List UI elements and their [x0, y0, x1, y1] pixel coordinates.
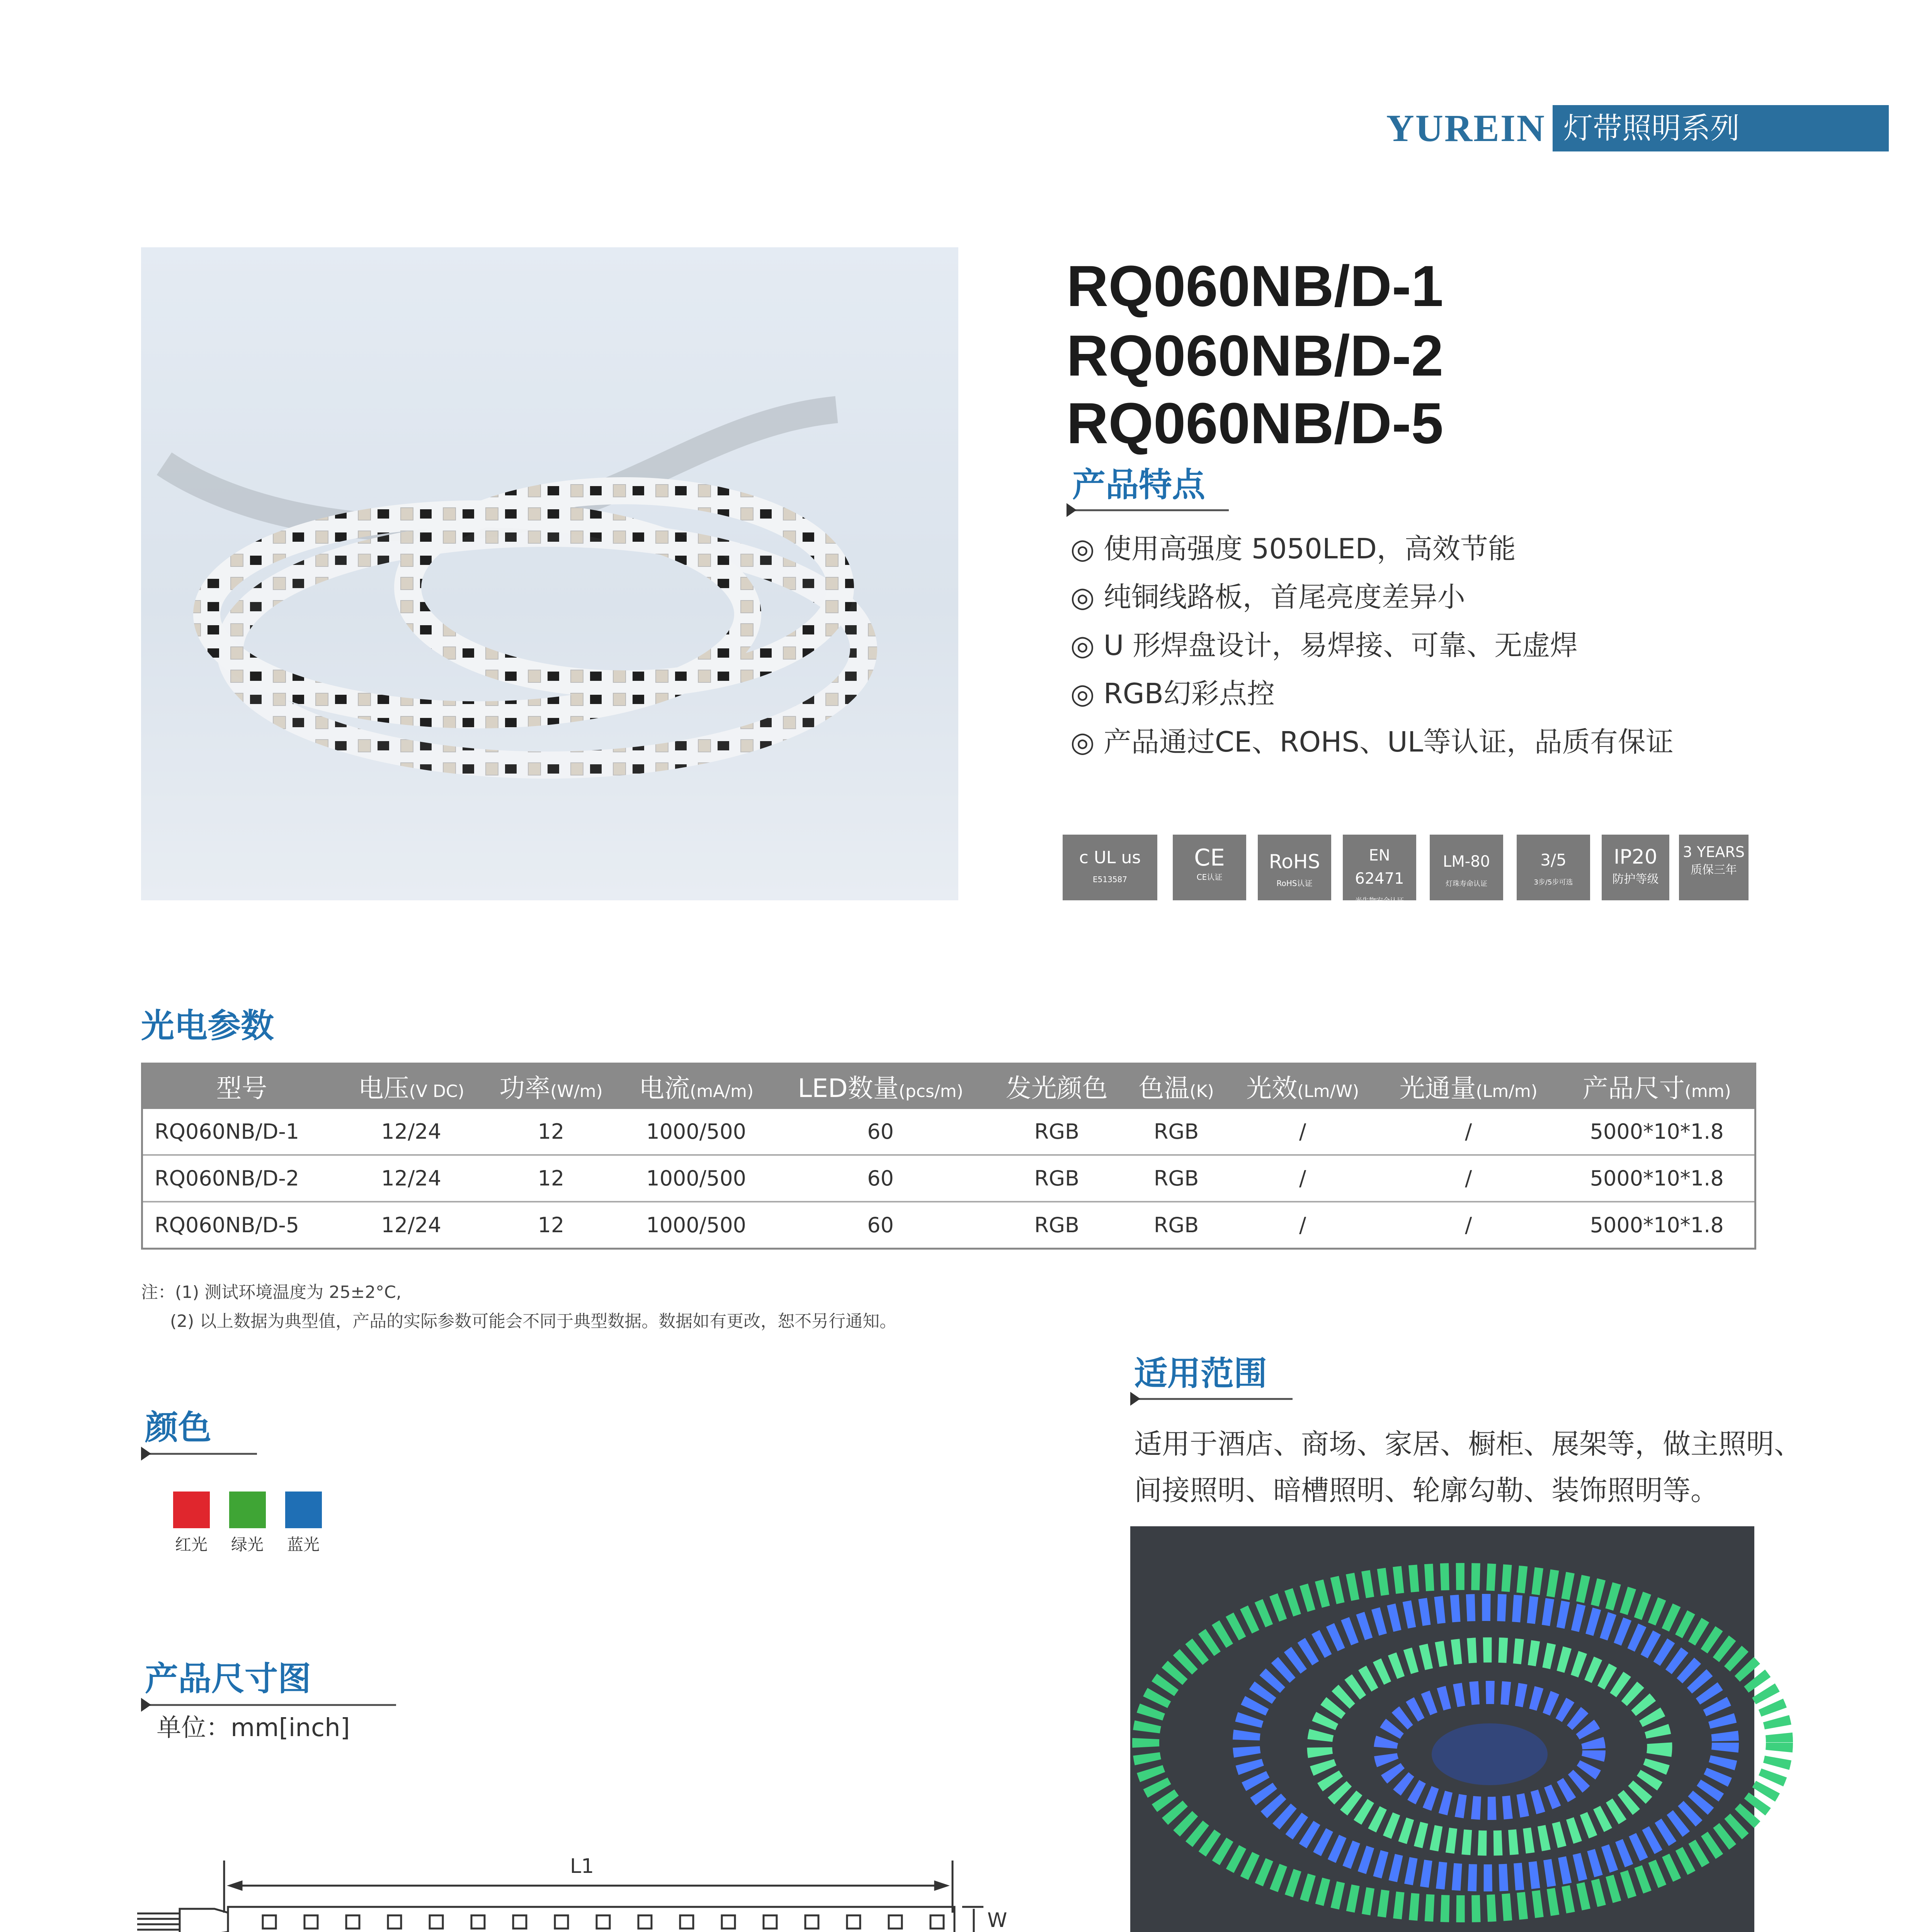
- led-chip-row: [263, 1915, 944, 1929]
- w-label: W: [987, 1909, 1007, 1932]
- colors-underline: [141, 1453, 257, 1455]
- application-photo-green-blue: [1130, 1526, 1754, 1932]
- table-row: RQ060NB/D-2 12/24 12 1000/500 60 RGB RGB / / 5000*10*1.8: [142, 1155, 1755, 1202]
- brand-logo: YUREIN: [1386, 107, 1546, 150]
- feature-item-2: ◎ 纯铜线路板，首尾亮度差异小: [1070, 581, 1465, 613]
- green-swatch: [229, 1492, 266, 1528]
- param-col-color: 发光颜色: [988, 1063, 1125, 1109]
- led-strip-photo-illustration: [141, 247, 958, 900]
- lm80-icon: LM-80 灯珠寿命认证: [1430, 835, 1503, 900]
- param-col-voltage: 电压(V DC): [340, 1063, 482, 1109]
- product-photo: [141, 247, 958, 900]
- led-coil-green-blue-illustration: [1130, 1526, 1754, 1932]
- features-underline: [1067, 509, 1229, 511]
- application-line-1: 适用于酒店、商场、家居、橱柜、展架等，做主照明、: [1134, 1428, 1802, 1460]
- model-title-2: RQ060NB/D-2: [1067, 323, 1444, 388]
- application-underline: [1130, 1398, 1293, 1400]
- feature-item-4: ◎ RGB幻彩点控: [1070, 677, 1275, 710]
- param-col-current: 电流(mA/m): [620, 1063, 772, 1109]
- rohs-icon: RoHS RoHS认证: [1258, 835, 1331, 900]
- params-heading: 光电参数: [141, 1007, 274, 1045]
- param-col-cct: 色温(K): [1125, 1063, 1228, 1109]
- params-header-row: [142, 1063, 1755, 1109]
- param-col-power: 功率(W/m): [482, 1063, 620, 1109]
- dimensions-underline: [141, 1704, 396, 1706]
- steps-icon: 3/5 3步/5步可选: [1517, 835, 1590, 900]
- en62471-icon: EN 62471 光生物安全认证: [1343, 835, 1416, 900]
- green-label: 绿光: [231, 1535, 264, 1554]
- blue-swatch: [285, 1492, 322, 1528]
- triangle-marker-icon: [1130, 1392, 1140, 1406]
- blue-label: 蓝光: [287, 1535, 320, 1554]
- triangle-marker-icon: [1067, 503, 1077, 517]
- ce-icon: CE CE认证: [1173, 835, 1246, 900]
- triangle-marker-icon: [141, 1698, 151, 1712]
- feature-item-5: ◎ 产品通过CE、ROHS、UL等认证，品质有保证: [1070, 726, 1674, 758]
- ip20-icon: IP20 防护等级: [1602, 835, 1669, 900]
- dimensions-heading: 产品尺寸图: [145, 1660, 311, 1698]
- param-col-flux: 光通量(Lm/m): [1378, 1063, 1559, 1109]
- feature-item-3: ◎ U 形焊盘设计，易焊接、可靠、无虚焊: [1070, 629, 1578, 662]
- application-heading: 适用范围: [1134, 1354, 1267, 1393]
- param-col-efficacy: 光效(Lm/W): [1228, 1063, 1378, 1109]
- param-col-led-count: LED数量(pcs/m): [772, 1063, 989, 1109]
- application-line-2: 间接照明、暗槽照明、轮廓勾勒、装饰照明等。: [1134, 1474, 1719, 1507]
- series-title: 灯带照明系列: [1553, 105, 1889, 151]
- model-title-3: RQ060NB/D-5: [1067, 391, 1444, 456]
- colors-heading: 颜色: [145, 1408, 211, 1447]
- ul-listed-icon: c UL us E513587: [1063, 835, 1157, 900]
- red-swatch: [173, 1492, 210, 1528]
- feature-item-1: ◎ 使用高强度 5050LED，高效节能: [1070, 532, 1516, 565]
- table-row: RQ060NB/D-5 12/24 12 1000/500 60 RGB RGB / / 5000*10*1.8: [142, 1202, 1755, 1249]
- table-row: RQ060NB/D-1 12/24 12 1000/500 60 RGB RGB / / 5000*10*1.8: [142, 1109, 1755, 1155]
- triangle-marker-icon: [141, 1447, 151, 1461]
- warranty-icon: 3 YEARS 质保三年: [1679, 835, 1749, 900]
- l1-label: L1: [570, 1855, 594, 1878]
- param-col-size: 产品尺寸(mm): [1559, 1063, 1755, 1109]
- strip-top-view-drawing: [137, 1855, 1010, 1932]
- features-heading: 产品特点: [1072, 466, 1205, 504]
- params-table: [141, 1063, 1756, 1250]
- dimension-unit: 单位：mm[inch]: [156, 1714, 350, 1742]
- red-label: 红光: [175, 1535, 208, 1554]
- params-note-1: 注：(1) 测试环境温度为 25±2°C,: [141, 1282, 401, 1302]
- params-note-2: (2) 以上数据为典型值，产品的实际参数可能会不同于典型数据。数据如有更改，恕不另行通知。: [170, 1311, 897, 1331]
- param-col-model: 型号: [142, 1063, 340, 1109]
- model-title-1: RQ060NB/D-1: [1067, 253, 1444, 318]
